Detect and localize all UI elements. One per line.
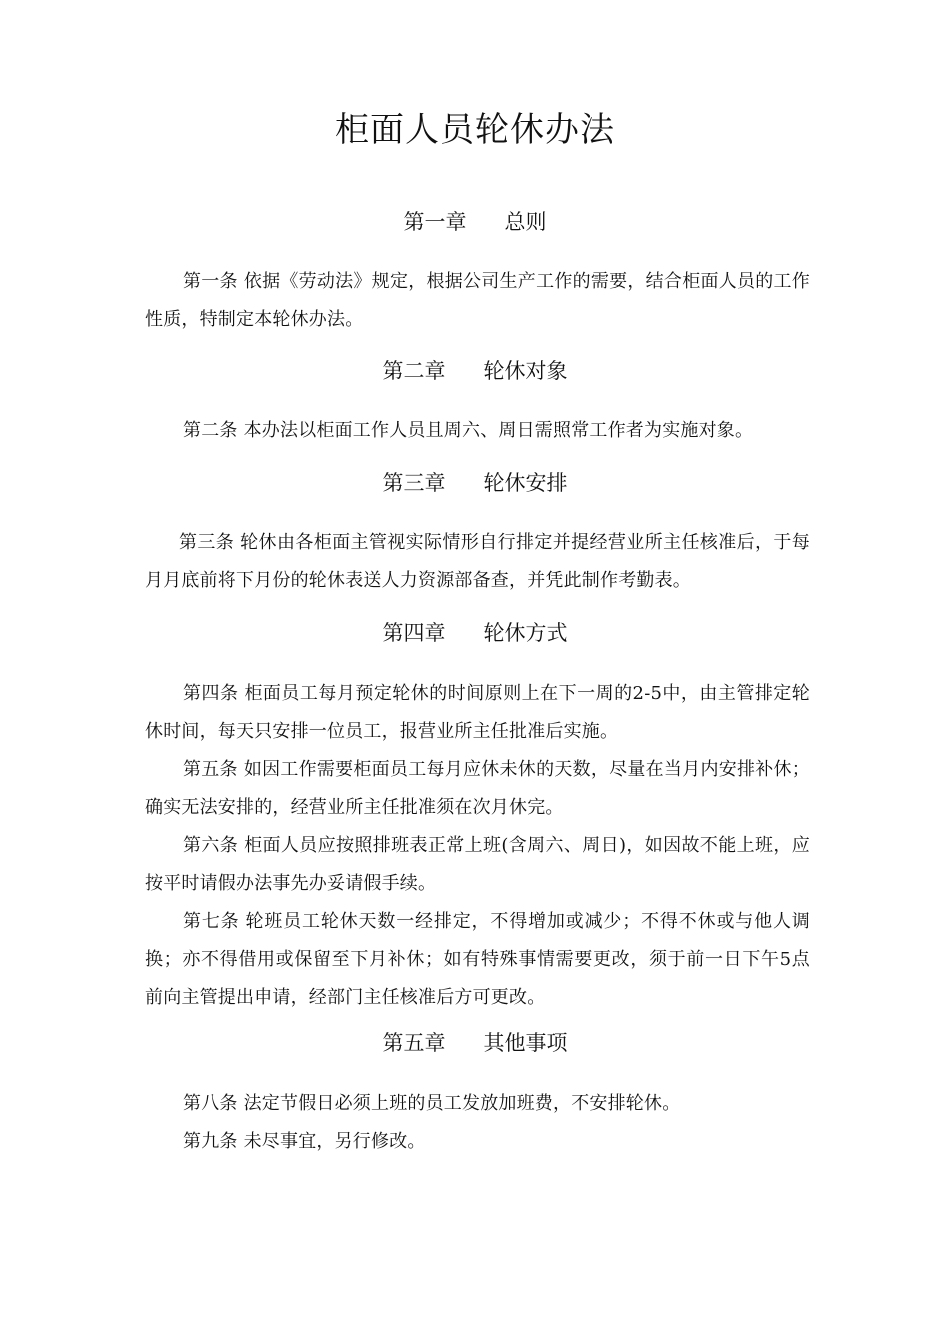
article-4 [145,675,810,751]
article-9 [145,1123,810,1161]
chapter-number: 第二章 [382,359,446,383]
chapter-name: 轮休安排 [483,471,568,495]
chapter-name: 轮休方式 [483,621,568,645]
chapter-heading-2 [0,356,950,386]
article-text: 未尽事宜，另行修改。 [243,1131,426,1152]
chapter-name: 轮休对象 [483,359,568,383]
chapter-number: 第四章 [382,621,446,645]
article-label: 第三条 [179,532,235,553]
article-text: 轮班员工轮休天数一经排定，不得增加或减少；不得不休或与他人调换；亦不得借用或保留至下月补休；如有特殊事情需要更改，须于前一日下午5点前向主管提出申请，经部门主任核准后方可更改。 [145,911,810,1008]
article-text: 如因工作需要柜面员工每月应休未休的天数，尽量在当月内安排补休；确实无法安排的，经营业所主任批准须在次月休完。 [145,759,810,818]
chapter-name: 总则 [504,210,547,234]
article-6 [145,827,810,903]
chapter-heading-5 [0,1028,950,1058]
article-label: 第六条 [183,835,239,856]
chapter-heading-4 [0,618,950,648]
chapter-number: 第三章 [382,471,446,495]
article-text: 本办法以柜面工作人员且周六、周日需照常工作者为实施对象。 [243,420,754,441]
chapter-name: 其他事项 [483,1031,568,1055]
article-text: 柜面人员应按照排班表正常上班(含周六、周日)，如因故不能上班，应按平时请假办法事先办妥请假手续。 [145,835,810,894]
document-title: 柜面人员轮休办法 [335,110,615,150]
article-8 [145,1085,810,1123]
article-text: 依据《劳动法》规定，根据公司生产工作的需要，结合柜面人员的工作性质，特制定本轮休办法。 [145,271,810,330]
chapter-heading-3 [0,468,950,498]
article-1 [145,263,810,339]
article-text: 法定节假日必须上班的员工发放加班费，不安排轮休。 [243,1093,681,1114]
article-3 [145,524,810,600]
article-2 [145,412,810,450]
chapter-number: 第五章 [382,1031,446,1055]
article-5 [145,751,810,827]
article-label: 第四条 [183,683,239,704]
article-label: 第七条 [183,911,240,932]
article-text: 柜面员工每月预定轮休的时间原则上在下一周的2-5中，由主管排定轮休时间，每天只安排一位员工，报营业所主任批准后实施。 [145,683,810,742]
article-label: 第二条 [183,420,238,441]
chapter-heading-1 [0,207,950,237]
chapter-number: 第一章 [403,210,467,234]
article-label: 第一条 [183,271,238,292]
article-label: 第五条 [183,759,238,780]
article-label: 第九条 [183,1131,238,1152]
article-text: 轮休由各柜面主管视实际情形自行排定并提经营业所主任核准后，于每月月底前将下月份的轮休表送人力资源部备查，并凭此制作考勤表。 [145,532,810,591]
article-label: 第八条 [183,1093,238,1114]
article-7 [145,903,810,1017]
